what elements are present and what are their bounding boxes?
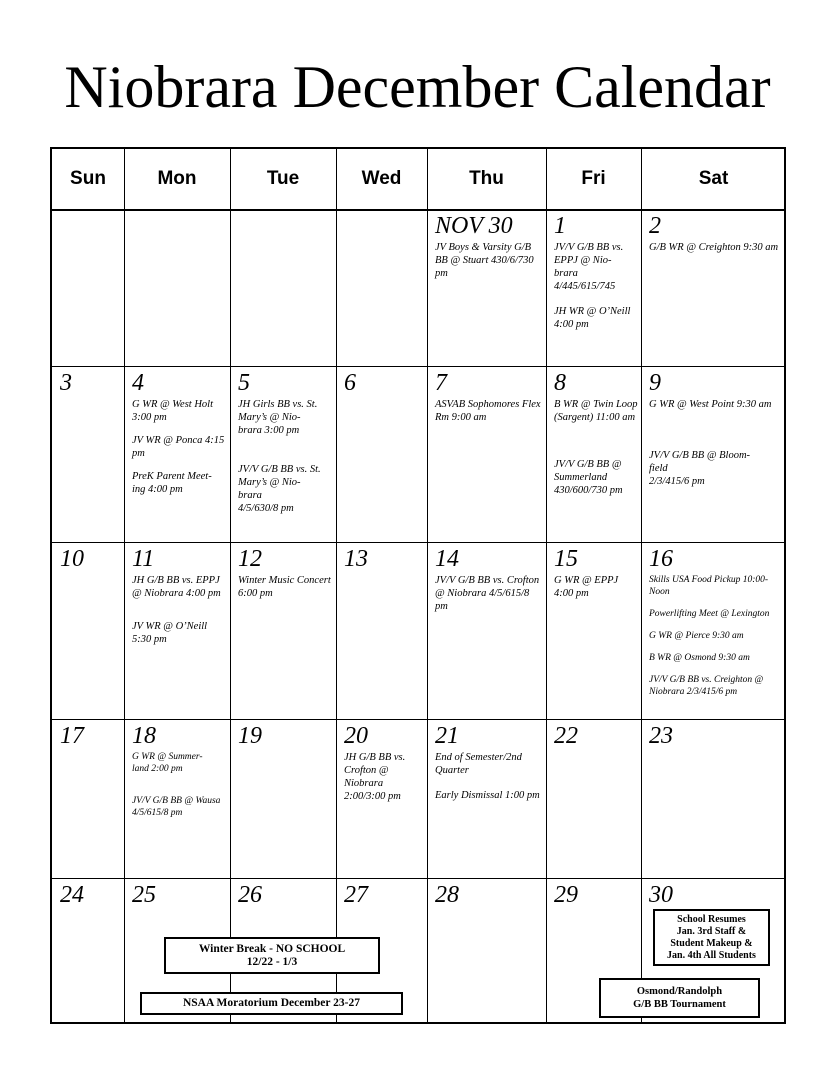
day-cell (641, 366, 786, 542)
day-cell (641, 209, 786, 366)
event-text: Powerlifting Meet @ Lexington (649, 609, 770, 619)
day-number: 22 (554, 723, 578, 749)
day-number: 8 (554, 370, 566, 396)
day-number: 11 (132, 546, 155, 572)
day-cell (124, 209, 230, 366)
event-text: JV/V G/B BB vs. St. Mary’s @ Nio- brara 4/5/630/8 pm (238, 464, 321, 514)
winter-break-notice: Winter Break - NO SCHOOL 12/22 - 1/3 (164, 937, 380, 974)
event-text: Early Dismissal 1:00 pm (435, 790, 540, 801)
day-number: 10 (60, 546, 84, 572)
event-text: JV/V G/B BB vs. Creighton @ Niobrara 2/3/415/6 pm (649, 675, 764, 697)
day-number: 1 (554, 213, 566, 239)
day-cell (546, 366, 641, 542)
event-text: G WR @ West Holt 3:00 pm (132, 399, 214, 423)
event-text: B WR @ Osmond 9:30 am (649, 653, 750, 663)
day-number: NOV 30 (435, 213, 513, 239)
day-cell (52, 542, 124, 719)
day-number: 20 (344, 723, 368, 749)
day-number: 12 (238, 546, 262, 572)
day-number: 27 (344, 882, 368, 908)
day-header: Tue (266, 168, 300, 189)
day-number: 9 (649, 370, 661, 396)
day-header: Sun (70, 168, 106, 189)
day-cell (52, 366, 124, 542)
day-number: 25 (132, 882, 156, 908)
day-cell (124, 719, 230, 878)
event-text: G/B WR @ Creighton 9:30 am (649, 242, 779, 253)
event-text: Skills USA Food Pickup 10:00-Noon (649, 575, 769, 597)
day-cell (546, 209, 641, 366)
day-header: Mon (157, 168, 197, 189)
day-number: 23 (649, 723, 673, 749)
event-text: G WR @ Pierce 9:30 am (649, 631, 744, 641)
school-resumes-notice: School Resumes Jan. 3rd Staff & Student Makeup & Jan. 4th All Students (653, 909, 770, 966)
day-number: 24 (60, 882, 84, 908)
day-number: 5 (238, 370, 250, 396)
event-text: G WR @ EPPJ 4:00 pm (554, 575, 619, 599)
event-text: JV WR @ Ponca 4:15 pm (132, 435, 225, 459)
day-header: Thu (469, 168, 504, 189)
event-text: JV Boys & Varsity G/B BB @ Stuart 430/6/730 pm (435, 242, 534, 279)
tournament-notice: Osmond/Randolph G/B BB Tournament (599, 978, 760, 1018)
event-text: G WR @ West Point 9:30 am (649, 399, 772, 410)
day-cell (546, 542, 641, 719)
day-cell (336, 366, 427, 542)
day-number: 16 (649, 546, 673, 572)
day-number: 6 (344, 370, 356, 396)
event-text: G WR @ Summer- land 2:00 pm (132, 752, 203, 774)
day-cell (230, 366, 336, 542)
event-text: PreK Parent Meet- ing 4:00 pm (132, 471, 212, 495)
day-number: 7 (435, 370, 447, 396)
day-cell (230, 209, 336, 366)
event-text: JV/V G/B BB vs. EPPJ @ Nio- brara 4/445/615/745 (554, 242, 624, 292)
day-cell (336, 542, 427, 719)
event-text: JH G/B BB vs. EPPJ @ Niobrara 4:00 pm (132, 575, 221, 599)
event-text: JH G/B BB vs. Crofton @ Niobrara 2:00/3:00 pm (344, 752, 406, 802)
day-number: 26 (238, 882, 262, 908)
event-text: JV WR @ O’Neill 5:30 pm (132, 621, 208, 645)
event-text: ASVAB Sophomores Flex Rm 9:00 am (435, 399, 541, 423)
event-text: Winter Music Concert 6:00 pm (238, 575, 331, 599)
day-cell (230, 542, 336, 719)
day-number: 30 (649, 882, 673, 908)
day-cell (546, 719, 641, 878)
day-number: 4 (132, 370, 144, 396)
day-number: 28 (435, 882, 459, 908)
day-number: 15 (554, 546, 578, 572)
day-number: 3 (60, 370, 72, 396)
day-cell (427, 366, 546, 542)
event-text: JV/V G/B BB @ Summerland 430/600/730 pm (554, 459, 623, 496)
day-number: 13 (344, 546, 368, 572)
day-cell (230, 719, 336, 878)
day-cell (427, 878, 546, 1024)
day-number: 19 (238, 723, 262, 749)
event-text: JV/V G/B BB @ Bloom- field 2/3/415/6 pm (649, 450, 751, 487)
event-text: JV/V G/B BB @ Wausa 4/5/615/8 pm (132, 796, 221, 818)
day-cell (427, 719, 546, 878)
event-text: JH Girls BB vs. St. Mary’s @ Nio- brara 3:00 pm (238, 399, 318, 436)
day-number: 14 (435, 546, 459, 572)
day-number: 17 (60, 723, 84, 749)
day-cell (124, 366, 230, 542)
day-cell (52, 719, 124, 878)
day-header: Fri (581, 168, 606, 189)
page-title: Niobrara December Calendar (64, 54, 771, 120)
day-number: 2 (649, 213, 661, 239)
calendar-grid (50, 147, 786, 1024)
day-cell (427, 542, 546, 719)
day-cell (641, 719, 786, 878)
day-header: Wed (361, 168, 402, 189)
day-cell (427, 209, 546, 366)
event-text: B WR @ Twin Loop (Sargent) 11:00 am (554, 399, 638, 423)
day-cell (52, 209, 124, 366)
event-text: End of Semester/2nd Quarter (435, 752, 522, 776)
event-text: JH WR @ O’Neill 4:00 pm (554, 306, 631, 330)
day-header: Sat (698, 168, 729, 189)
moratorium-notice: NSAA Moratorium December 23-27 (140, 992, 403, 1015)
day-number: 21 (435, 723, 459, 749)
day-cell (52, 878, 124, 1024)
day-cell (124, 542, 230, 719)
day-cell (336, 209, 427, 366)
event-text: JV/V G/B BB vs. Crofton @ Niobrara 4/5/615/8 pm (435, 575, 540, 612)
day-number: 18 (132, 723, 156, 749)
day-cell (336, 719, 427, 878)
day-number: 29 (554, 882, 578, 908)
day-cell (641, 542, 786, 719)
